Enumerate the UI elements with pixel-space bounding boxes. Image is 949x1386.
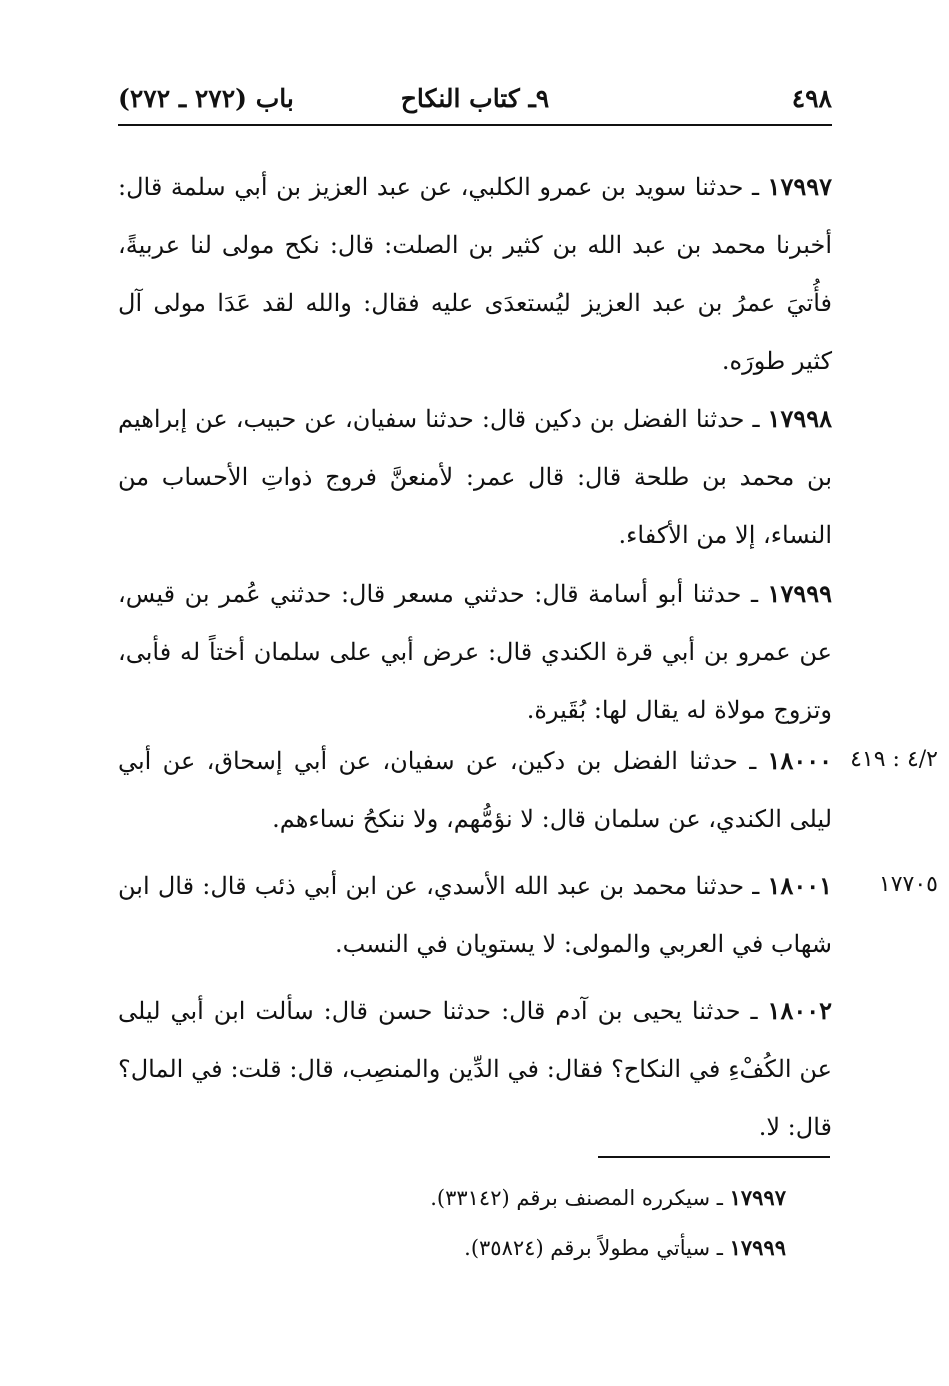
hadith-text: ـ حدثنا محمد بن عبد الله الأسدي، عن ابن أبي ذئب قال: قال ابن شهاب في العربي والمولى: لا يستويان في النسب. xyxy=(118,872,832,958)
hadith-entry-18000 xyxy=(118,732,832,848)
hadith-text: ـ حدثنا سويد بن عمرو الكلبي، عن عبد العزيز بن أبي سلمة قال: أخبرنا محمد بن عبد الله بن كثير بن الصلت: قال: نكح مولى لنا عربيةً، فأُتيَ عمرُ بن عبد العزيز ليُستعدَى عليه فقال: والله لقد عَدَا مولى آل كثير طورَه. xyxy=(118,173,832,375)
margin-reference: ١٧٧٠٥ xyxy=(878,872,938,897)
hadith-entry-17997 xyxy=(118,158,832,390)
hadith-number: ١٨٠٠١ xyxy=(767,871,832,900)
hadith-text: ـ حدثنا الفضل بن دكين قال: حدثنا سفيان، عن حبيب، عن إبراهيم بن محمد بن طلحة قال: قال عمر: لأمنعنَّ فروج ذواتِ الأحساب من النساء، إلا من الأكفاء. xyxy=(118,405,832,549)
footnote-number: ١٧٩٩٧ xyxy=(729,1185,786,1210)
margin-reference: ٤/٢ : ٤١٩ xyxy=(850,747,938,772)
hadith-number: ١٧٩٩٩ xyxy=(767,579,832,608)
hadith-number: ١٨٠٠٠ xyxy=(767,746,832,775)
hadith-entry-18002 xyxy=(118,982,832,1156)
hadith-number: ١٨٠٠٢ xyxy=(767,996,832,1025)
hadith-number: ١٧٩٩٧ xyxy=(767,172,832,201)
footnote xyxy=(118,1183,786,1213)
hadith-entry-17999 xyxy=(118,565,832,739)
book-title: ٩ـ كتاب النكاح xyxy=(400,84,550,113)
footnote xyxy=(118,1233,786,1263)
footnote-text: ـ سيأتي مطولاً برقم (٣٥٨٢٤). xyxy=(464,1236,730,1260)
footnote-number: ١٧٩٩٩ xyxy=(729,1235,786,1260)
header-rule xyxy=(118,124,832,126)
page-header xyxy=(118,84,832,120)
footnote-text: ـ سيكرره المصنف برقم (٣٣١٤٢). xyxy=(430,1186,730,1210)
footnote-rule xyxy=(598,1156,830,1158)
hadith-text: ـ حدثنا أبو أسامة قال: حدثني مسعر قال: حدثني عُمر بن قيس، عن عمرو بن أبي قرة الكندي قال: عرض أبي على سلمان أختاً له فأبى، وتزوج مولاة له يقال لها: بُقَيرة. xyxy=(118,580,832,724)
hadith-entry-18001 xyxy=(118,857,832,973)
hadith-text: ـ حدثنا يحيى بن آدم قال: حدثنا حسن قال: سألت ابن أبي ليلى عن الكُفْءِ في النكاح؟ فقال: في الدِّين والمنصِب، قال: قلت: في المال؟ قال: لا. xyxy=(118,997,832,1141)
hadith-text: ـ حدثنا الفضل بن دكين، عن سفيان، عن أبي إسحاق، عن أبي ليلى الكندي، عن سلمان قال: لا نؤمُّهم، ولا ننكحُ نساءهم. xyxy=(118,747,832,833)
page-number: ٤٩٨ xyxy=(791,84,832,113)
chapter-heading: باب (٢٧٢ ـ ٢٧٢) xyxy=(118,84,294,113)
hadith-number: ١٧٩٩٨ xyxy=(767,404,832,433)
hadith-entry-17998 xyxy=(118,390,832,564)
